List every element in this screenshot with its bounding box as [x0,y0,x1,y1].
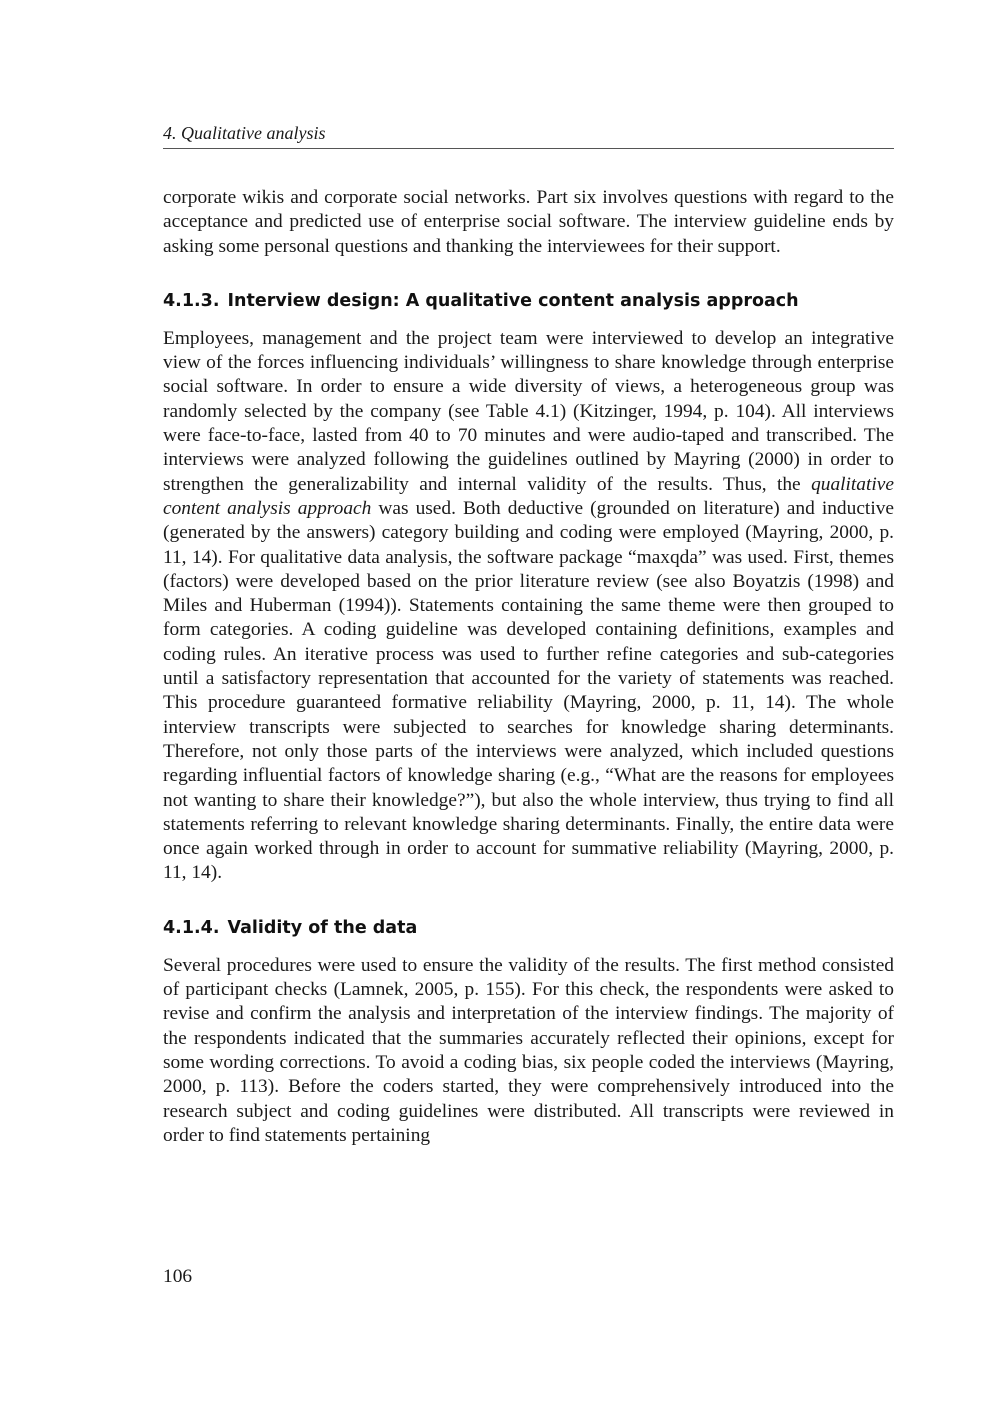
section-heading-4-1-3 [163,289,894,313]
section-number: 4.1.4. [163,917,220,938]
section-title: Interview design: A qualitative content analysis approach [227,290,799,311]
page-number: 106 [163,1266,193,1287]
document-page [163,0,894,1414]
page-body [163,186,894,1148]
paragraph-validity: Several procedures were used to ensure the validity of the results. The first method consisted of participant checks (Lamnek, 2005, p. 155). For this check, the respondents were asked to revise and confirm the analysis and interpretation of the interview findings. The majority of the respondents indicated that the summaries accurately reflected their opinions, except for some wording corrections. To avoid a coding bias, six people coded the interviews (Mayring, 2000, p. 113). Before the coders started, they were comprehensively introduced into the research subject and coding guidelines were distributed. All transcripts were reviewed in order to find statements pertaining [163,954,894,1146]
paragraph-interview-design [163,327,894,886]
paragraph-text: was used. Both deductive (grounded on literature) and inductive (generated by the answers) category building and coding were employed (Mayring, 2000, p. 11, 14). For qualitative data analysis, the software package “maxqda” was used. First, themes (factors) were developed based on the prior literature review (see also Boyatzis (1998) and Miles and Huberman (1994)). Statements containing the same theme were then grouped to form categories. A coding guideline was developed containing definitions, examples and coding rules. An iterative process was used to further refine categories and sub-categories until a satisfactory representation that accounted for the variety of statements was reached. This procedure guaranteed formative reliability (Mayring, 2000, p. 11, 14). The whole interview transcripts were subjected to searches for knowledge sharing determinants. Therefore, not only those parts of the interviews were analyzed, which included questions regarding influential factors of knowledge sharing (e.g., “What are the reasons for employees not wanting to share their knowledge?”), but also the whole interview, thus trying to find all statements referring to relevant knowledge sharing determinants. Finally, the entire data were once again worked through in order to account for summative reliability (Mayring, 2000, p. 11, 14). [163,497,895,884]
section-heading-4-1-4 [163,916,894,940]
paragraph-continuation: corporate wikis and corporate social networks. Part six involves questions with regard to the acceptance and predicted use of enterprise social software. The interview guideline ends by asking some personal questions and thanking the interviewees for their support. [163,187,894,257]
section-number: 4.1.3. [163,290,220,311]
italic-term: qualitative content analysis approach [163,473,894,519]
paragraph-text: Employees, management and the project team were interviewed to develop an integrative view of the forces influencing individuals’ willingness to share knowledge through enterprise social software. In order to ensure a wide diversity of views, a heterogeneous group was randomly selected by the company (see Table 4.1) (Kitzinger, 1994, p. 104). All interviews were face-to-face, lasted from 40 to 70 minutes and were audio-taped and transcribed. The interviews were analyzed following the guidelines outlined by Mayring (2000) in order to strengthen the generalizability and internal validity of the results. Thus, the [163,327,894,495]
section-title: Validity of the data [227,917,418,938]
running-header: 4. Qualitative analysis [163,123,326,143]
header-rule [163,148,894,149]
